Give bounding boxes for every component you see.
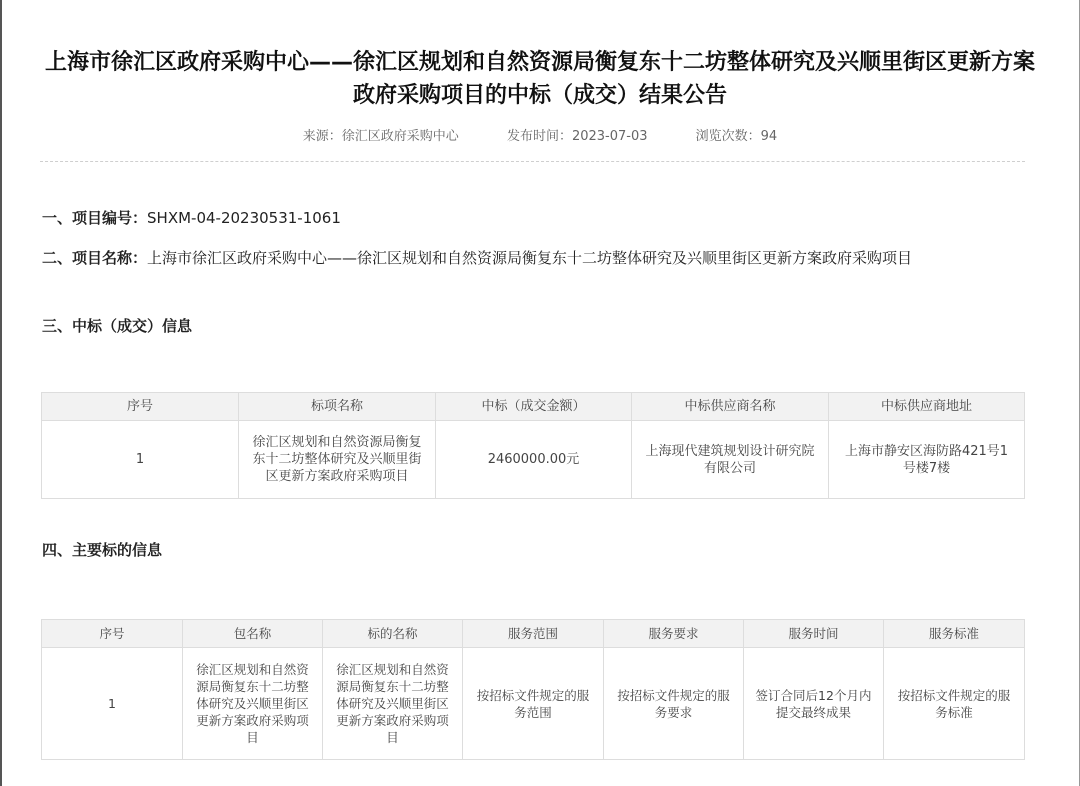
source-label: 来源：徐汇区政府采购中心 [302, 129, 459, 144]
table-row [42, 648, 1025, 760]
subject-col-standard: 服务标准 [884, 620, 1025, 648]
subject-table [41, 619, 1025, 760]
subject-cell-index: 1 [42, 648, 183, 760]
project-number-line [42, 206, 1032, 231]
subject-cell-requirement: 按招标文件规定的服务要求 [604, 648, 744, 760]
publish-time: 发布时间：2023-07-03 [506, 129, 648, 144]
project-number-label: 一、项目编号： [42, 209, 148, 227]
subject-col-subject: 标的名称 [323, 620, 463, 648]
subject-cell-subject: 徐汇区规划和自然资源局衡复东十二坊整体研究及兴顺里街区更新方案政府采购项目 [323, 648, 463, 760]
subject-col-index: 序号 [42, 620, 183, 648]
subject-cell-time: 签订合同后12个月内提交最终成果 [744, 648, 884, 760]
header-divider [40, 161, 1025, 162]
subject-col-requirement: 服务要求 [604, 620, 744, 648]
award-col-index: 序号 [42, 393, 239, 421]
page-title: 上海市徐汇区政府采购中心——徐汇区规划和自然资源局衡复东十二坊整体研究及兴顺里街区更新方案政府采购项目的中标（成交）结果公告 [44, 50, 1035, 108]
subject-table-header-row [42, 620, 1025, 648]
award-cell-item-name: 徐汇区规划和自然资源局衡复东十二坊整体研究及兴顺里街区更新方案政府采购项目 [239, 421, 436, 499]
subject-col-scope: 服务范围 [463, 620, 604, 648]
award-cell-supplier: 上海现代建筑规划设计研究院有限公司 [632, 421, 829, 499]
award-cell-amount: 2460000.00元 [436, 421, 632, 499]
project-name-line [42, 246, 1032, 271]
award-col-item-name: 标项名称 [239, 393, 436, 421]
award-info-heading [42, 314, 1032, 339]
award-table [41, 392, 1025, 499]
award-col-address: 中标供应商地址 [829, 393, 1025, 421]
subject-cell-package: 徐汇区规划和自然资源局衡复东十二坊整体研究及兴顺里街区更新方案政府采购项目 [183, 648, 323, 760]
project-name-label: 二、项目名称： [42, 249, 148, 267]
project-name-value: 上海市徐汇区政府采购中心——徐汇区规划和自然资源局衡复东十二坊整体研究及兴顺里街区更新方案政府采购项目 [147, 249, 913, 267]
table-row [42, 421, 1025, 499]
subject-info-label: 四、主要标的信息 [42, 541, 163, 559]
award-cell-address: 上海市静安区海防路421号1号楼7楼 [829, 421, 1025, 499]
award-info-label: 三、中标（成交）信息 [42, 317, 193, 335]
subject-col-time: 服务时间 [744, 620, 884, 648]
article-meta [40, 125, 1040, 144]
award-cell-index: 1 [42, 421, 239, 499]
subject-cell-standard: 按招标文件规定的服务标准 [884, 648, 1025, 760]
project-number-value: SHXM-04-20230531-1061 [147, 209, 341, 227]
award-col-amount: 中标（成交金额） [436, 393, 632, 421]
subject-cell-scope: 按招标文件规定的服务范围 [463, 648, 604, 760]
subject-col-package: 包名称 [183, 620, 323, 648]
view-count: 浏览次数：94 [695, 129, 778, 144]
award-col-supplier: 中标供应商名称 [632, 393, 829, 421]
page-left-border [0, 0, 2, 786]
subject-info-heading [42, 538, 1032, 563]
award-table-header-row [42, 393, 1025, 421]
